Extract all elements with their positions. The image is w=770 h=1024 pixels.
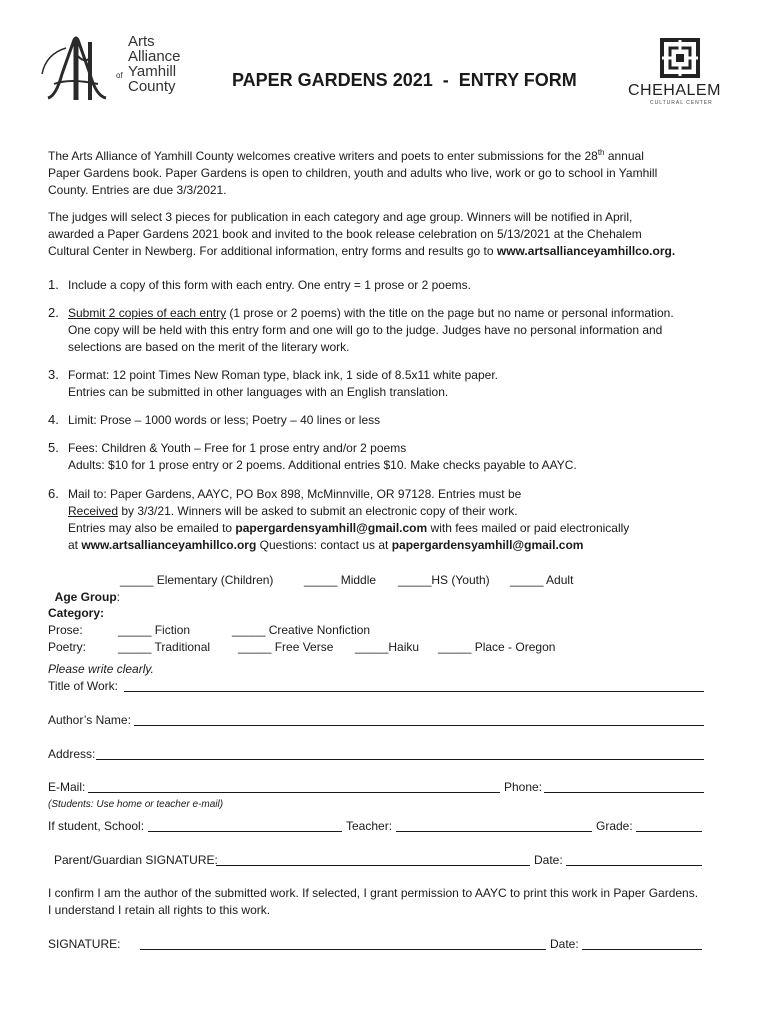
parent-signature-field[interactable] <box>216 865 530 866</box>
parent-date-label: Date: <box>534 853 563 867</box>
intro-text: The judges will select 3 pieces for publication in each category and age group. Winners will be notified in April, <box>48 210 633 224</box>
item-number-1: 1. <box>48 277 59 292</box>
traditional-option[interactable] <box>118 639 210 656</box>
teacher-field[interactable] <box>396 831 592 832</box>
intro-text: The Arts Alliance of Yamhill County welcomes creative writers and poets to enter submissions for the 28 <box>48 149 598 163</box>
school-field[interactable] <box>148 831 342 832</box>
intro-text: awarded a Paper Gardens 2021 book and invited to the book release celebration on 5/13/2021 at the Chehalem <box>48 227 642 241</box>
item-number-2: 2. <box>48 305 59 320</box>
website-link[interactable]: www.artsallianceyamhillco.org <box>81 538 257 552</box>
age-adult-option[interactable] <box>510 572 573 589</box>
age-group-row <box>48 572 120 606</box>
option-label: Place - Oregon <box>471 640 556 654</box>
item-2 <box>68 305 674 356</box>
blank: _____ <box>438 640 472 654</box>
blank: _____ <box>304 573 338 587</box>
item-6-text: Mail to: Paper Gardens, AAYC, PO Box 898, McMinnville, OR 97128. Entries must be <box>68 487 522 501</box>
option-label: Traditional <box>151 640 211 654</box>
intro-paragraph-1 <box>48 144 657 199</box>
item-4: Limit: Prose – 1000 words or less; Poetry – 40 lines or less <box>68 413 381 427</box>
item-5-text: Fees: Children & Youth – Free for 1 prose entry and/or 2 poems <box>68 441 407 455</box>
parent-signature-label: Parent/Guardian SIGNATURE: <box>54 853 218 867</box>
item-2-text: (1 prose or 2 poems) with the title on the page but no name or personal information. <box>226 306 674 320</box>
item-1: Include a copy of this form with each entry. One entry = 1 prose or 2 poems. <box>68 278 471 292</box>
signature-date-label: Date: <box>550 937 579 951</box>
place-oregon-option[interactable] <box>438 639 555 656</box>
email-link[interactable]: papergardensyamhill@gmail.com <box>391 538 584 552</box>
address-field[interactable] <box>96 759 704 760</box>
intro-paragraph-2 <box>48 209 675 260</box>
students-email-note: (Students: Use home or teacher e-mail) <box>48 799 224 810</box>
confirmation-text <box>48 885 698 919</box>
address-label: Address: <box>48 747 96 761</box>
option-label: Creative Nonfiction <box>265 623 371 637</box>
intro-sup: th <box>597 148 605 157</box>
signature-date-field[interactable] <box>582 949 702 950</box>
blank: _____ <box>120 573 154 587</box>
age-elementary-option[interactable] <box>120 572 273 589</box>
option-label: Middle <box>337 573 377 587</box>
arts-alliance-emblem-icon <box>40 34 120 106</box>
logo-line-county: County <box>128 78 176 95</box>
age-group-colon: : <box>116 590 121 604</box>
item-number-4: 4. <box>48 412 59 427</box>
item-number-3: 3. <box>48 367 59 382</box>
title-of-work-label: Title of Work: <box>48 679 119 693</box>
item-2-text: One copy will be held with this entry form and one will go to the judge. Judges have no personal information and <box>68 323 663 337</box>
blank: _____ <box>118 623 152 637</box>
signature-label: SIGNATURE: <box>48 937 121 951</box>
chehalem-knot-icon <box>660 38 700 78</box>
website-link[interactable]: www.artsallianceyamhillco.org. <box>496 244 676 258</box>
haiku-option[interactable] <box>355 639 419 656</box>
item-2-underlined: Submit 2 copies of each entry <box>68 306 227 320</box>
authors-name-label: Author’s Name: <box>48 713 131 727</box>
blank: _____ <box>398 573 432 587</box>
item-3-text: Format: 12 point Times New Roman type, black ink, 1 side of 8.5x11 white paper. <box>68 368 498 382</box>
blank: _____ <box>238 640 272 654</box>
item-6-text: by 3/3/21. Winners will be asked to submit an electronic copy of their work. <box>118 504 518 518</box>
option-label: HS (Youth) <box>431 573 490 587</box>
grade-field[interactable] <box>636 831 702 832</box>
option-label: Haiku <box>388 640 420 654</box>
item-5-text: Adults: $10 for 1 prose entry or 2 poems. Additional entries $10. Make checks payable to AAYC. <box>68 458 577 472</box>
option-label: Adult <box>543 573 574 587</box>
fiction-option[interactable] <box>118 622 190 639</box>
prose-label: Prose: <box>48 623 83 637</box>
free-verse-option[interactable] <box>238 639 333 656</box>
poetry-label: Poetry: <box>48 640 87 654</box>
confirmation-line: I understand I retain all rights to this work. <box>48 903 271 917</box>
school-label: If student, School: <box>48 819 145 833</box>
blank: _____ <box>355 640 389 654</box>
category-label: Category: <box>48 606 105 620</box>
item-number-5: 5. <box>48 440 59 455</box>
item-3 <box>68 367 498 401</box>
item-number-6: 6. <box>48 486 59 501</box>
please-write-note: Please write clearly. <box>48 662 154 676</box>
email-field[interactable] <box>88 792 500 793</box>
item-3-text: Entries can be submitted in other languages with an English translation. <box>68 385 449 399</box>
item-6-underlined: Received <box>68 504 119 518</box>
signature-field[interactable] <box>140 949 546 950</box>
intro-text: Paper Gardens book. Paper Gardens is open to children, youth and adults who live, work or go to school in Yamhill <box>48 166 658 180</box>
chehalem-sub: CULTURAL CENTER <box>650 100 713 106</box>
item-6-text: at <box>68 538 82 552</box>
intro-text: County. Entries are due 3/3/2021. <box>48 183 227 197</box>
authors-name-field[interactable] <box>134 725 704 726</box>
item-6 <box>68 486 629 554</box>
arts-alliance-logo <box>40 34 200 104</box>
item-2-text: selections are based on the merit of the literary work. <box>68 340 350 354</box>
option-label: Free Verse <box>271 640 334 654</box>
page-title: PAPER GARDENS 2021 - ENTRY FORM <box>232 70 577 90</box>
intro-text: annual <box>604 149 644 163</box>
title-of-work-field[interactable] <box>124 691 704 692</box>
email-label: E-Mail: <box>48 780 86 794</box>
creative-nonfiction-option[interactable] <box>232 622 370 639</box>
logo-line-alliance: Alliance <box>128 48 181 65</box>
item-6-text: with fees mailed or paid electronically <box>427 521 630 535</box>
chehalem-logo <box>628 38 738 108</box>
intro-text: Cultural Center in Newberg. For additional information, entry forms and results go to <box>48 244 497 258</box>
blank: _____ <box>510 573 544 587</box>
item-6-text: Questions: contact us at <box>256 538 392 552</box>
email-link[interactable]: papergardensyamhill@gmail.com <box>235 521 428 535</box>
option-label: Fiction <box>151 623 191 637</box>
logo-line-arts: Arts <box>128 33 155 50</box>
logo-line-of: of <box>116 71 123 80</box>
logo-line-yamhill: Yamhill <box>128 63 177 80</box>
age-middle-option[interactable] <box>304 572 376 589</box>
grade-label: Grade: <box>596 819 633 833</box>
confirmation-line: I confirm I am the author of the submitted work. If selected, I grant permission to AAYC to print this work in Paper Gardens. <box>48 886 699 900</box>
option-label: Elementary (Children) <box>153 573 274 587</box>
parent-date-field[interactable] <box>566 865 702 866</box>
chehalem-name: CHEHALEM <box>628 82 721 99</box>
blank: _____ <box>232 623 266 637</box>
age-hs-option[interactable] <box>398 572 490 589</box>
teacher-label: Teacher: <box>346 819 393 833</box>
blank: _____ <box>118 640 152 654</box>
phone-field[interactable] <box>544 792 704 793</box>
age-group-label: Age Group <box>54 590 117 604</box>
item-6-text: Entries may also be emailed to <box>68 521 236 535</box>
phone-label: Phone: <box>504 780 543 794</box>
item-5 <box>68 440 577 474</box>
